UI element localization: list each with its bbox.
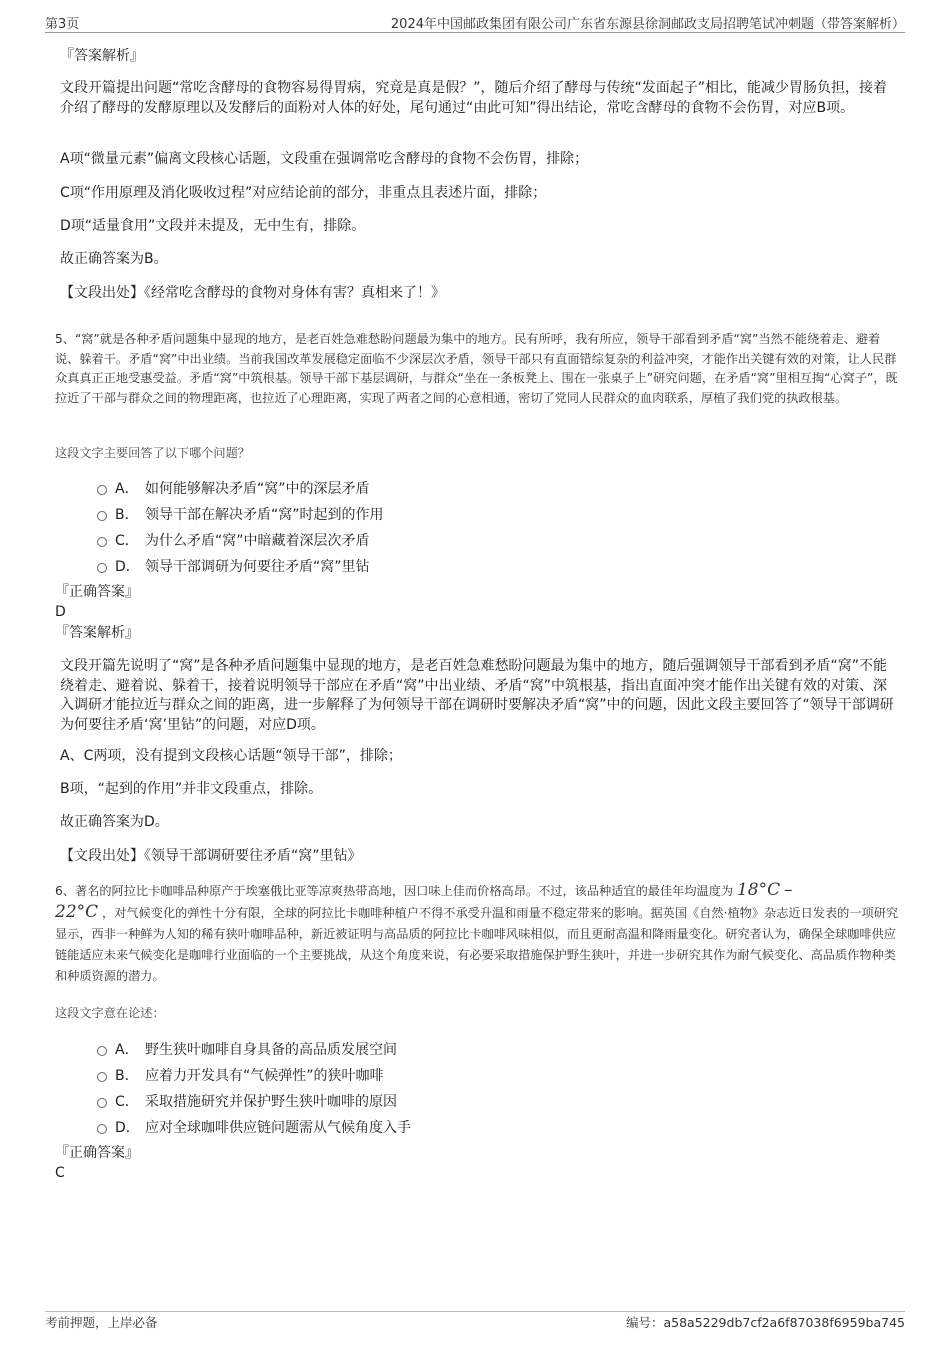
q5-option-a[interactable]: A． 如何能够解决矛盾“窝”中的深层矛盾 (97, 478, 370, 498)
question-6-prompt: 这段文字意在论述： (55, 1006, 165, 1020)
radio-icon[interactable] (97, 1046, 107, 1056)
analysis-text: 文段开篇先说明了“窝”是各种矛盾问题集中显现的地方，是老百姓急难愁盼问题最为集中的地方，随后强调领导干部看到矛盾“窝”不能绕着走、避着说、躲着干，接着说明领导干部应在矛盾“窝”中出业绩、矛盾“窝”中筑根基，指出直面冲突才能作出关键有效的对策、深入调研才能拉近与群众之间的距离，进一步解释了为何领导干部在调研时要解决矛盾“窝”中的问题，因此文段主要回答了“领导干部调研为何要往矛盾‘窝’里钻”的问题，对应D项。 (60, 658, 894, 733)
source: 【文段出处】《领导干部调研要往矛盾“窝”里钻》 (60, 848, 362, 864)
radio-icon[interactable] (97, 511, 107, 521)
radio-icon[interactable] (97, 1124, 107, 1134)
question-5-prompt: 这段文字主要回答了以下哪个问题？ (55, 446, 250, 460)
question-5-stem: 5、“窝”就是各种矛盾问题集中显现的地方，是老百姓急难愁盼问题最为集中的地方。民有所呼，我有所应，领导干部看到矛盾“窝”当然不能绕着走、避着说、躲着干。矛盾“窝”中出业绩。当前我国改革发展稳定面临不少深层次矛盾，领导干部只有直面错综复杂的利益冲突，才能作出关键有效的对策，让人民群众真真正正地受惠受益。矛盾“窝”中筑根基。领导干部下基层调研，与群众“坐在一条板凳上、围在一张桌子上”研究问题，在矛盾“窝”里相互掏“心窝子”，既拉近了干部与群众之间的物理距离，也拉近了心理距离，实现了两者之间的心意相通，密切了党同人民群众的血肉联系，厚植了我们党的执政根基。 (55, 332, 898, 406)
q6-option-a[interactable]: A． 野生狭叶咖啡自身具备的高品质发展空间 (97, 1039, 397, 1059)
radio-icon[interactable] (97, 485, 107, 495)
q6-option-c[interactable]: C． 采取措施研究并保护野生狭叶咖啡的原因 (97, 1091, 397, 1111)
q6-option-d[interactable]: D． 应对全球咖啡供应链问题需从气候角度入手 (97, 1117, 411, 1137)
header-divider (45, 32, 905, 33)
option-ac-note: A、C两项，没有提到文段核心话题“领导干部”，排除； (60, 748, 402, 764)
footer-divider (45, 1311, 905, 1312)
radio-icon[interactable] (97, 1072, 107, 1082)
q5-option-d[interactable]: D． 领导干部调研为何要往矛盾“窝”里钻 (97, 556, 370, 576)
q5-option-b[interactable]: B． 领导干部在解决矛盾“窝”时起到的作用 (97, 504, 384, 524)
q5-option-c[interactable]: C． 为什么矛盾“窝”中暗藏着深层次矛盾 (97, 530, 370, 550)
option-d-note: D项“适量食用”文段并未提及，无中生有，排除。 (60, 218, 366, 234)
option-c-note: C项“作用原理及消化吸收过程”对应结论前的部分，非重点且表述片面，排除； (60, 185, 547, 201)
q6-option-b[interactable]: B． 应着力开发具有“气候弹性”的狭叶咖啡 (97, 1065, 384, 1085)
analysis-text: 文段开篇提出问题“常吃含酵母的食物容易得胃病，究竟是真是假？”，随后介绍了酵母与传统“发面起子”相比，能减少胃肠负担，接着介绍了酵母的发酵原理以及发酵后的面粉对人体的好处，尾句通过“由此可知”得出结论，常吃含酵母的食物不会伤胃，对应B项。 (60, 80, 888, 116)
question-6-stem: 6、著名的阿拉比卡咖啡品种原产于埃塞俄比亚等凉爽热带高地，因口味上佳而价格高昂。不过，该品种适宜的最佳年均温度为 18°C – 22°C ，对气候变化的弹性十分有限，全球的阿拉比卡咖啡种植户不得不承受升温和雨量不稳定带来的影响。据英国《自然·植物》杂志近日发表的一项研究显示，西非一种鲜为人知的稀有狭叶咖啡品种，新近被证明与高品质的阿拉比卡咖啡风味相似，而且更耐高温和降雨量变化。研究者认为，确保全球咖啡供应链能适应未来气候变化是咖啡行业面临的一个主要挑战，从这个角度来说，有必要采取措施保护野生狭叶，并进一步研究其作为耐气候变化、高品质作物种类和种质资源的潜力。 (55, 880, 899, 983)
footer-slogan: 考前押题，上岸必备 (45, 1315, 158, 1330)
answer: C (55, 1165, 65, 1181)
option-a-note: A项“微量元素”偏离文段核心话题，文段重在强调常吃含酵母的食物不会伤胃，排除； (60, 151, 589, 167)
conclusion: 故正确答案为D。 (60, 814, 169, 830)
radio-icon[interactable] (97, 537, 107, 547)
radio-icon[interactable] (97, 1098, 107, 1108)
document-code: 编号：a58a5229db7cf2a6f87038f6959ba745 (625, 1315, 905, 1330)
analysis-label: 『答案解析』 (60, 48, 144, 64)
answer-label: 『正确答案』 (55, 1145, 139, 1161)
source: 【文段出处】《经常吃含酵母的食物对身体有害？真相来了！》 (60, 285, 445, 301)
radio-icon[interactable] (97, 563, 107, 573)
answer-label: 『正确答案』 (55, 584, 139, 600)
analysis-label: 『答案解析』 (55, 625, 139, 641)
page-number: 第3页 (45, 17, 80, 32)
document-title: 2024年中国邮政集团有限公司广东省东源县徐洞邮政支局招聘笔试冲刺题（带答案解析） (390, 17, 905, 32)
conclusion: 故正确答案为B。 (60, 251, 168, 267)
option-b-note: B项，“起到的作用”并非文段重点，排除。 (60, 781, 323, 797)
answer: D (55, 604, 66, 620)
